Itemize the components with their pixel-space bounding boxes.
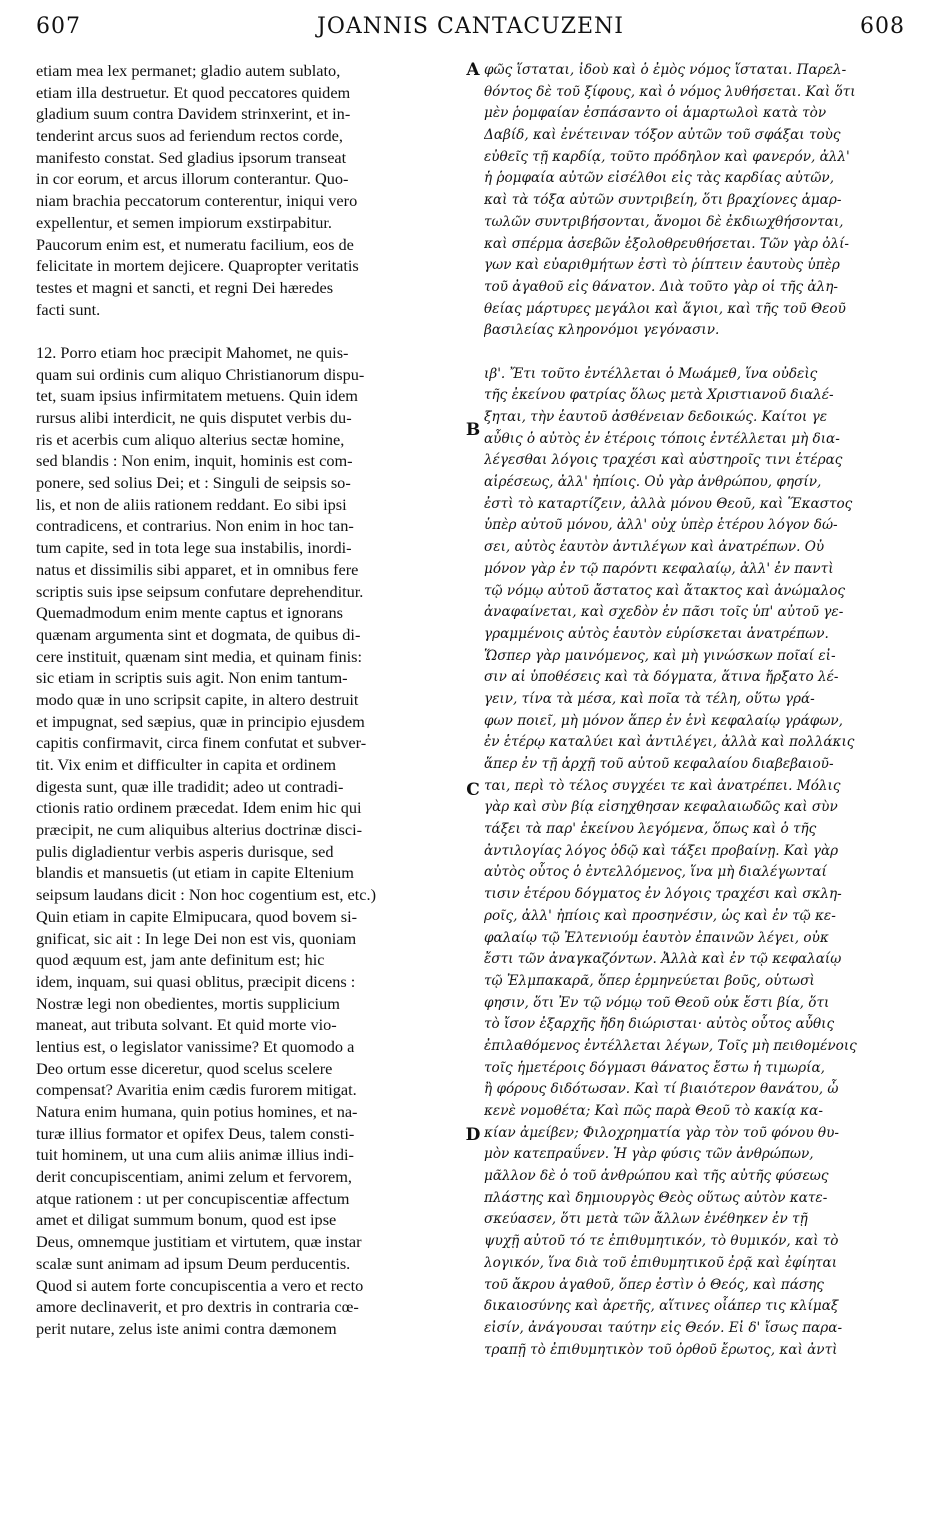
latin-text-line: tet, suam ipsius infirmitatem metuens. Quin idem <box>36 386 358 406</box>
paragraph-gap <box>484 342 910 364</box>
greek-text-line: Ὥσπερ γὰρ μαινόμενος, καὶ μὴ γινώσκων ποῖαί εἰ- <box>484 647 836 664</box>
greek-text-line: θόντος δὲ τοῦ ξίφους, καὶ ὁ νόμος λυθήσεται. Καὶ ὅτι <box>484 83 856 100</box>
greek-text-line: ἀναφαίνεται, καὶ σχεδὸν ἐν πᾶσι τοῖς ὑπ' αὐτοῦ γε- <box>484 604 844 621</box>
greek-text-line: φαλαίῳ τῷ Ἐλτενιούμ ἑαυτὸν ἐπαινῶν λέγει, οὐκ <box>484 929 829 946</box>
greek-text-line: τοῦ ἀγαθοῦ εἰς θάνατον. Διὰ τοῦτο γὰρ οἱ τῆς ἀλη- <box>484 278 838 295</box>
latin-text-line: digesta sunt, quæ ille tradidit; adeo ut contradi- <box>36 776 344 796</box>
greek-text-line: ὑπὲρ αὐτοῦ μόνου, ἀλλ' οὐχ ὑπὲρ ἑτέρου λόγον δώ- <box>484 517 838 534</box>
page-number-left: 607 <box>36 14 81 39</box>
latin-text-line: scriptis suis ipse seipsum confutare deprehenditur. <box>36 581 364 601</box>
greek-text-line: τῆς ἐκείνου φατρίας ὅλως μετὰ Χριστιανοῦ διαλέ- <box>484 387 834 404</box>
latin-text-line: atque rationem : ut per concupiscentiæ affectum <box>36 1188 350 1208</box>
latin-column <box>36 60 460 1520</box>
margin-marker: C <box>466 780 480 800</box>
page-number-right: 608 <box>860 14 905 39</box>
margin-marker: D <box>465 1125 481 1145</box>
greek-text-line: βασιλείας κληρονόμοι γεγόνασιν. <box>484 322 720 339</box>
page-header <box>36 14 905 54</box>
latin-text-line: manifesto constat. Sed gladius ipsorum transeat <box>36 147 347 167</box>
latin-text-line: Nostræ legi non obedientes, mortis supplicium <box>36 993 340 1013</box>
greek-text-line: ἅπερ ἐν τῇ ἀρχῇ τοῦ αὐτοῦ κεφαλαίου διαβεβαιοῦ- <box>484 756 834 772</box>
greek-text-line: κενὲ νομοθέτα; Καὶ πῶς παρὰ Θεοῦ τὸ κακίᾳ κα- <box>484 1103 823 1119</box>
greek-text-line: γων καὶ εὐαριθμήτων ἐστὶ τὸ ῥίπτειν ἑαυτοὺς ὑπὲρ <box>484 257 840 274</box>
greek-text-line: σκεύασεν, ὅτι μετὰ τῶν ἄλλων ἐνέθηκεν ἐν τῇ <box>484 1211 808 1228</box>
latin-text-line: facti sunt. <box>36 299 101 319</box>
latin-text-line: 12. Porro etiam hoc præcipit Mahomet, ne quis- <box>36 342 349 362</box>
greek-text-line: ἐπιλαθόμενος ἐντέλλεται λέγων, Τοῖς μὴ πειθομένοις <box>484 1037 857 1054</box>
paragraph-gap <box>36 320 460 342</box>
latin-text-line: ctionis ratio ordinem præcedat. Idem enim hic qui <box>36 798 362 818</box>
greek-text-line: κίαν ἀμείβεν; Φιλοχρηματία γὰρ τὸν τοῦ φόνου θυ- <box>484 1124 839 1141</box>
margin-marker: B <box>465 420 481 440</box>
greek-text-line: ἔστι τῶν ἀναγκαζόντων. Ἀλλὰ καὶ ἐν τῷ κεφαλαίῳ <box>484 951 842 968</box>
latin-text-line: idem, inquam, sui quasi oblitus, præcipit dicens : <box>36 971 356 991</box>
greek-text-line: τοῦ ἄκρου ἀγαθοῦ, ὅπερ ἐστὶν ὁ Θεός, καὶ πάσης <box>484 1276 824 1293</box>
greek-text-line: τοῖς ἡμετέροις δόγμασι θάνατος ἔστω ἡ τιμωρία, <box>484 1059 825 1076</box>
greek-text-line: καὶ τὰ τόξα αὐτῶν συντριβείη, ὅτι βραχίονες ἁμαρ- <box>484 192 842 209</box>
greek-text-line: λογικόν, ἵνα διὰ τοῦ ἐπιθυμητικοῦ ἐρᾷ καὶ ἐφίηται <box>484 1254 838 1271</box>
latin-text-line: etiam illa destruetur. Et quod peccatores quidem <box>36 82 351 102</box>
greek-text-line: ξηται, τὴν ἑαυτοῦ ἀσθένειαν δεδοικώς. Καίτοι γε <box>484 409 828 425</box>
latin-text-line: Deo ortum esse diceretur, quod scelus scelere <box>36 1058 333 1078</box>
latin-text-line: capitis confirmavit, circa finem confutat et subver- <box>36 733 367 753</box>
latin-text-line: præcipit, ne cum aliquibus alterius doctrinæ disci- <box>36 820 363 840</box>
latin-text-line: blandis et mansuetis (ut etiam in capite Eltenium <box>36 863 354 883</box>
greek-text-line: τῷ Ἐλμπακαρᾶ, ὅπερ ἑρμηνεύεται βοῦς, οὑτωσὶ <box>484 972 815 989</box>
latin-text-line: tuit hominem, ut una cum aliis animæ illius indi- <box>36 1145 354 1165</box>
greek-text-line: καὶ σπέρμα ἀσεβῶν ἐξολοθρευθήσεται. Τῶν γὰρ ὀλί- <box>484 235 850 252</box>
greek-text-line: μόνον γὰρ ἐν τῷ παρόντι κεφαλαίῳ, ἀλλ' ἐν παντὶ <box>484 560 834 577</box>
greek-text-line: αἱρέσεως, ἀλλ' ἠπίοις. Οὐ γὰρ ἀνθρώπου, φησίν, <box>484 474 822 491</box>
latin-text-line: scalæ sunt animam ad ipsum Deum perducentis. <box>36 1253 351 1273</box>
greek-text-line: φων ποιεῖ, μὴ μόνον ἅπερ ἐν ἑνὶ κεφαλαίῳ γράφων, <box>484 712 843 729</box>
greek-text-line: σιν αἱ ὑποθέσεις καὶ τὰ δόγματα, ἅτινα ἤρξατο λέ- <box>484 669 839 686</box>
latin-text-line: amore declinaverit, et pro dextris in contraria cœ- <box>36 1297 359 1317</box>
greek-text-line: ἐν ἑτέρῳ καταλύει καὶ ἀντιλέγει, ἀλλὰ καὶ πολλάκις <box>484 734 855 751</box>
latin-text-line: lentius est, o legislator vanissime? Et quomodo a <box>36 1036 355 1056</box>
greek-text-line: εἰσίν, ἀνάγουσαι ταύτην εἰς Θεόν. Εἰ δ' ἴσως παρα- <box>484 1319 843 1336</box>
latin-text-line: Quin etiam in capite Elmipucara, quod bovem si- <box>36 906 358 926</box>
latin-text-line: tenderint arcus suos ad feriendum rectos corde, <box>36 126 343 146</box>
greek-text-line: τῷ νόμῳ αὐτοῦ ἄστατος καὶ ἄτακτος καὶ ἀνώμαλος <box>484 582 846 599</box>
latin-text-line: contradicens, et contrarius. Non enim in hoc tan- <box>36 516 354 536</box>
greek-text-line: αὐτὸς οὗτος ὁ ἐντελλόμενος, ἵνα μὴ διαλέγωνταί <box>484 864 827 881</box>
latin-text-line: Deus, omnemque justitiam et virtutem, quæ instar <box>36 1232 362 1252</box>
latin-text-line: perit nutare, zelus iste animi contra dæmonem <box>36 1318 337 1338</box>
greek-text-line: φῶς ἵσταται, ἰδοὺ καὶ ὁ ἐμὸς νόμος ἵσταται. Παρελ- <box>484 62 847 78</box>
latin-text-line: derit concupiscentiam, animi zelum et fervorem, <box>36 1167 353 1187</box>
margin-marker: A <box>466 60 480 80</box>
greek-text-line: πλάστης καὶ δημιουργὸς Θεὸς οὕτως αὐτὸν κατε- <box>484 1189 828 1206</box>
latin-text-line: compensat? Avaritia enim cædis furorem mitigat. <box>36 1080 357 1100</box>
latin-text-line: ponere, sed solius Dei; et : Singuli de seipsis so- <box>36 473 351 493</box>
greek-text-line: γειν, τίνα τὰ μέσα, καὶ ποῖα τὰ τέλη, οὕτω γρά- <box>484 690 815 707</box>
latin-text-line: gnificat, sic ait : In lege Dei non est vis, quoniam <box>36 928 357 948</box>
latin-text-line: quænam argumenta sint et dogmata, de quibus di- <box>36 624 361 644</box>
latin-text-line: quod æquum est, jam ante definitum est; hic <box>36 950 325 970</box>
latin-text-line: gladium suum contra Davidem strinxerint, et in- <box>36 104 351 124</box>
latin-text-line: felicitate in mortem dejicere. Quapropter veritatis <box>36 256 359 276</box>
latin-text-line: Quemadmodum enim mente captus et ignorans <box>36 603 344 623</box>
greek-text-line: ται, περὶ τὸ τέλος συγχέει τε καὶ ἀνατρέπει. Μόλις <box>484 777 841 794</box>
greek-text-line: σει, αὐτὸς ἑαυτὸν ἀντιλέγων καὶ ἀνατρέπων. Οὐ <box>484 539 825 556</box>
greek-column <box>484 60 910 1520</box>
latin-text-line: ris et acerbis cum aliquo alterius sectæ homine, <box>36 429 345 449</box>
greek-text-line: τάξει τὰ παρ' ἐκείνου λεγόμενα, ὅπως καὶ ὁ τῆς <box>484 821 817 838</box>
margin-markers <box>462 60 484 1540</box>
latin-text-line: sed blandis : Non enim, inquit, hominis est com- <box>36 451 353 471</box>
latin-text-line: pulis digladientur verbis asperis durisque, sed <box>36 841 334 861</box>
greek-text-line: ἡ ῥομφαία αὐτῶν εἰσέλθοι εἰς τὰς καρδίας αὐτῶν, <box>484 170 835 187</box>
greek-text-line: θείας μάρτυρες μεγάλοι καὶ ἅγιοι, καὶ τῆς τοῦ Θεοῦ <box>484 300 846 317</box>
greek-text-line: γραμμένοις αὐτὸς ἑαυτὸν εὑρίσκεται ἀνατρέπων. <box>484 625 829 642</box>
latin-text-line: tit. Vix enim et difficulter in capita et ordinem <box>36 755 336 774</box>
latin-text-line: et impugnat, sed sæpius, quæ in principio ejusdem <box>36 711 365 731</box>
latin-text-line: etiam mea lex permanet; gladio autem sublato, <box>36 61 341 80</box>
greek-text-line: τὸ ἴσον ἐξαρχῆς ἤδη διώρισται· αὐτὸς οὗτος αὖθις <box>484 1016 835 1033</box>
latin-text-line: testes et magni et sancti, et regni Dei hæredes <box>36 277 334 297</box>
latin-text-line: seipsum laudans dicit : Non hoc cogentium est, etc.) <box>36 885 377 905</box>
latin-text-line: natus et dissimilis sibi apparet, et in omnibus fere <box>36 559 359 579</box>
greek-text-line: ψυχῇ αὐτοῦ τό τε ἐπιθυμητικόν, τὸ θυμικόν, καὶ τὸ <box>484 1233 839 1250</box>
latin-text-line: quam sui ordinis cum aliquo Christianorum dispu- <box>36 364 365 384</box>
latin-text-line: lis, et non de aliis rationem reddant. Eo sibi ipsi <box>36 494 347 514</box>
greek-text-line: φησιν, ὅτι Ἐν τῷ νόμῳ τοῦ Θεοῦ οὐκ ἔστι βία, ὅτι <box>484 994 830 1011</box>
greek-text-line: λέγεσθαι λόγοις τραχέσι καὶ αὐστηροῖς τινι ἑτέρας <box>484 452 843 469</box>
latin-text-line: Quod si autem forte concupiscentia a vero et recto <box>36 1275 364 1295</box>
greek-text-line: ἀντιλογίας λόγος ὁδῷ καὶ τάξει προβαίνῃ. Καὶ γὰρ <box>484 842 839 859</box>
greek-text-line: εὐθεῖς τῇ καρδίᾳ, τοῦτο πρόδηλον καὶ φανερόν, ἀλλ' <box>484 148 850 165</box>
latin-text-line: sic etiam in scriptis suis agit. Non enim tantum- <box>36 668 348 688</box>
greek-text-line: Δαβίδ, καὶ ἐνέτειναν τόξον αὐτῶν τοῦ σφάξαι τοὺς <box>484 127 841 144</box>
latin-text-line: Natura enim humana, quin potius homines, et na- <box>36 1102 358 1121</box>
greek-text-line: ἐστὶ τὸ καταρτίζειν, ἀλλὰ μόνου Θεοῦ, καὶ Ἕκαστος <box>484 495 853 512</box>
latin-text-line: tum capite, sed in tota lege sua instabilis, inordi- <box>36 538 352 558</box>
latin-text-line: rursus alibi interdicit, ne quis disputet verbis du- <box>36 408 352 427</box>
latin-text-line: niam brachia peccatorum conterentur, iniqui vero <box>36 191 358 211</box>
greek-text-line: δικαιοσύνης καὶ ἀρετῆς, αἵτινες οἷάπερ τις κλίμαξ <box>484 1298 839 1315</box>
latin-text-line: Paucorum enim est, et numeratu facilium, eos de <box>36 234 354 254</box>
greek-text-line: μὲν ῥομφαίαν ἐσπάσαντο οἱ ἁμαρτωλοὶ κατὰ τὸν <box>484 105 827 122</box>
greek-text-line: τωλῶν συντριβήσονται, ἄνομοι δὲ ἐκδιωχθήσονται, <box>484 213 844 230</box>
greek-text-line: τισιν ἑτέρου δόγματος ἐν λόγοις τραχέσι καὶ σκλη- <box>484 886 842 903</box>
greek-text-line: ἢ φόρους διδότωσαν. Καὶ τί βιαιότερον θανάτου, ὦ <box>484 1081 839 1098</box>
latin-text-line: amet et diligat summum bonum, quod est ipse <box>36 1210 337 1230</box>
latin-text-line: maneat, aut tributa solvant. Et quid morte vio- <box>36 1015 337 1035</box>
greek-text-line: ιβ'. Ἔτι τοῦτο ἐντέλλεται ὁ Μωάμεθ, ἵνα οὐδεὶς <box>484 365 818 382</box>
greek-text-line: γὰρ καὶ σὺν βίᾳ εἰσηχθησαν κεφαλαιωδῶς καὶ σὺν <box>484 799 838 816</box>
greek-text-line: αὖθις ὁ αὐτὸς ἐν ἑτέροις τόποις ἐντέλλεται μὴ δια- <box>484 430 840 447</box>
greek-text-line: τραπῇ τὸ ἐπιθυμητικὸν τοῦ ὀρθοῦ ἔρωτος, καὶ ἀντὶ <box>484 1341 838 1358</box>
latin-text-line: turæ illius formator et opifex Deus, talem consti- <box>36 1123 355 1143</box>
greek-text-line: μὸν κατεπραΰνεν. Ἡ γὰρ φύσις τῶν ἀνθρώπων, <box>484 1146 814 1163</box>
greek-text-line: μᾶλλον δὲ ὁ τοῦ ἀνθρώπου καὶ τῆς αὐτῆς φύσεως <box>484 1168 829 1185</box>
latin-text-line: modo quæ in uno scripsit capite, in altero destruit <box>36 689 359 709</box>
latin-text-line: in cor eorum, et arcus illorum conterantur. Quo- <box>36 169 349 189</box>
latin-text-line: expellentur, et semen impiorum exstirpabitur. <box>36 212 332 232</box>
latin-text-line: cere instituit, quænam sint media, et quinam finis: <box>36 646 363 666</box>
running-title: JOANNIS CANTACUZENI <box>317 14 624 39</box>
greek-text-line: ροῖς, ἀλλ' ἠπίοις καὶ προσηνέσιν, ὡς καὶ ἐν τῷ κε- <box>484 907 836 924</box>
